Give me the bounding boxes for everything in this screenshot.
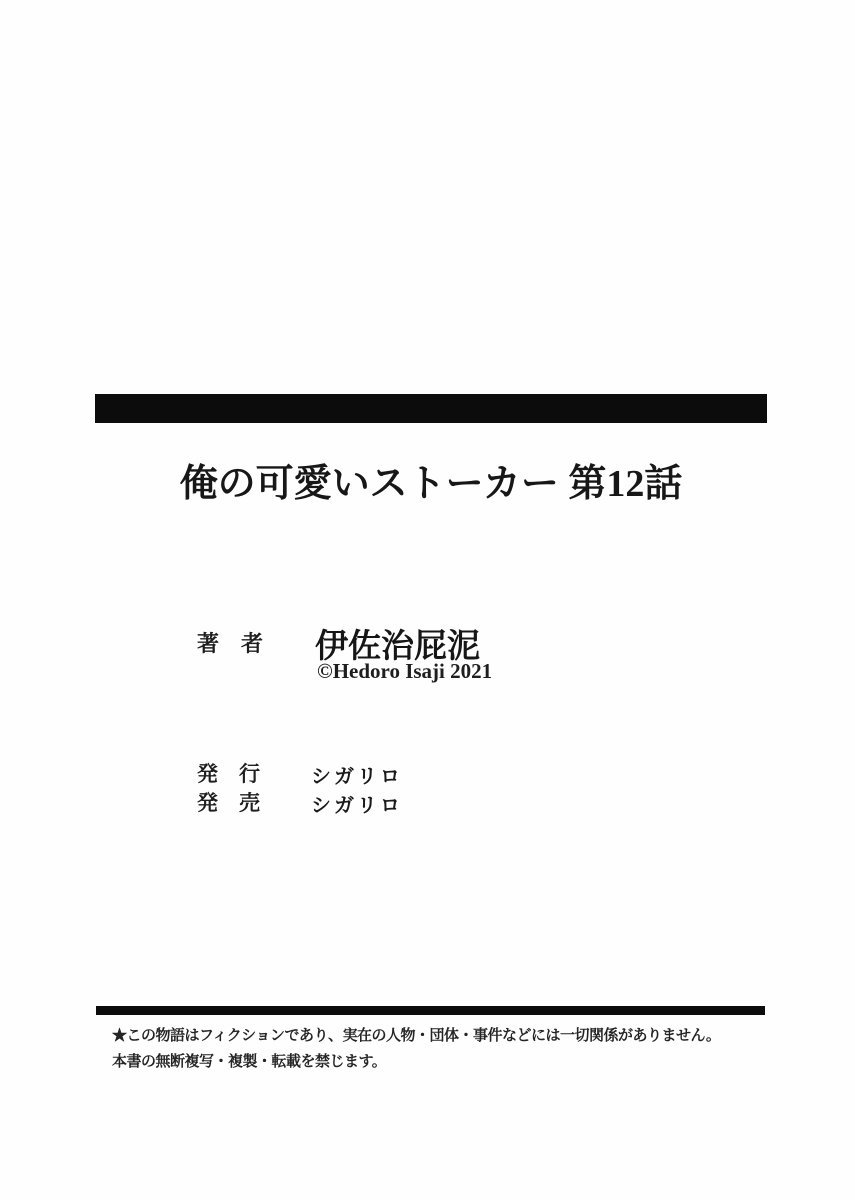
distributor-label: 発 売	[197, 791, 260, 815]
copyright-line: ©Hedoro Isaji 2021	[317, 659, 493, 683]
publisher-name: シガリロ	[311, 766, 403, 788]
disclaimer-line-1: ★この物語はフィクションであり、実在の人物・団体・事件などには一切関係がありません。	[112, 1028, 721, 1044]
author-label: 著 者	[197, 631, 264, 656]
bottom-divider-bar	[96, 1006, 765, 1015]
publisher-label: 発 行	[197, 762, 260, 786]
top-divider-bar	[95, 394, 767, 423]
author-name: 伊佐治屁泥	[315, 629, 480, 665]
page-title: 俺の可愛いストーカー 第12話	[179, 463, 683, 505]
distributor-name: シガリロ	[311, 795, 403, 817]
disclaimer-line-2: 本書の無断複写・複製・転載を禁じます。	[112, 1054, 387, 1070]
